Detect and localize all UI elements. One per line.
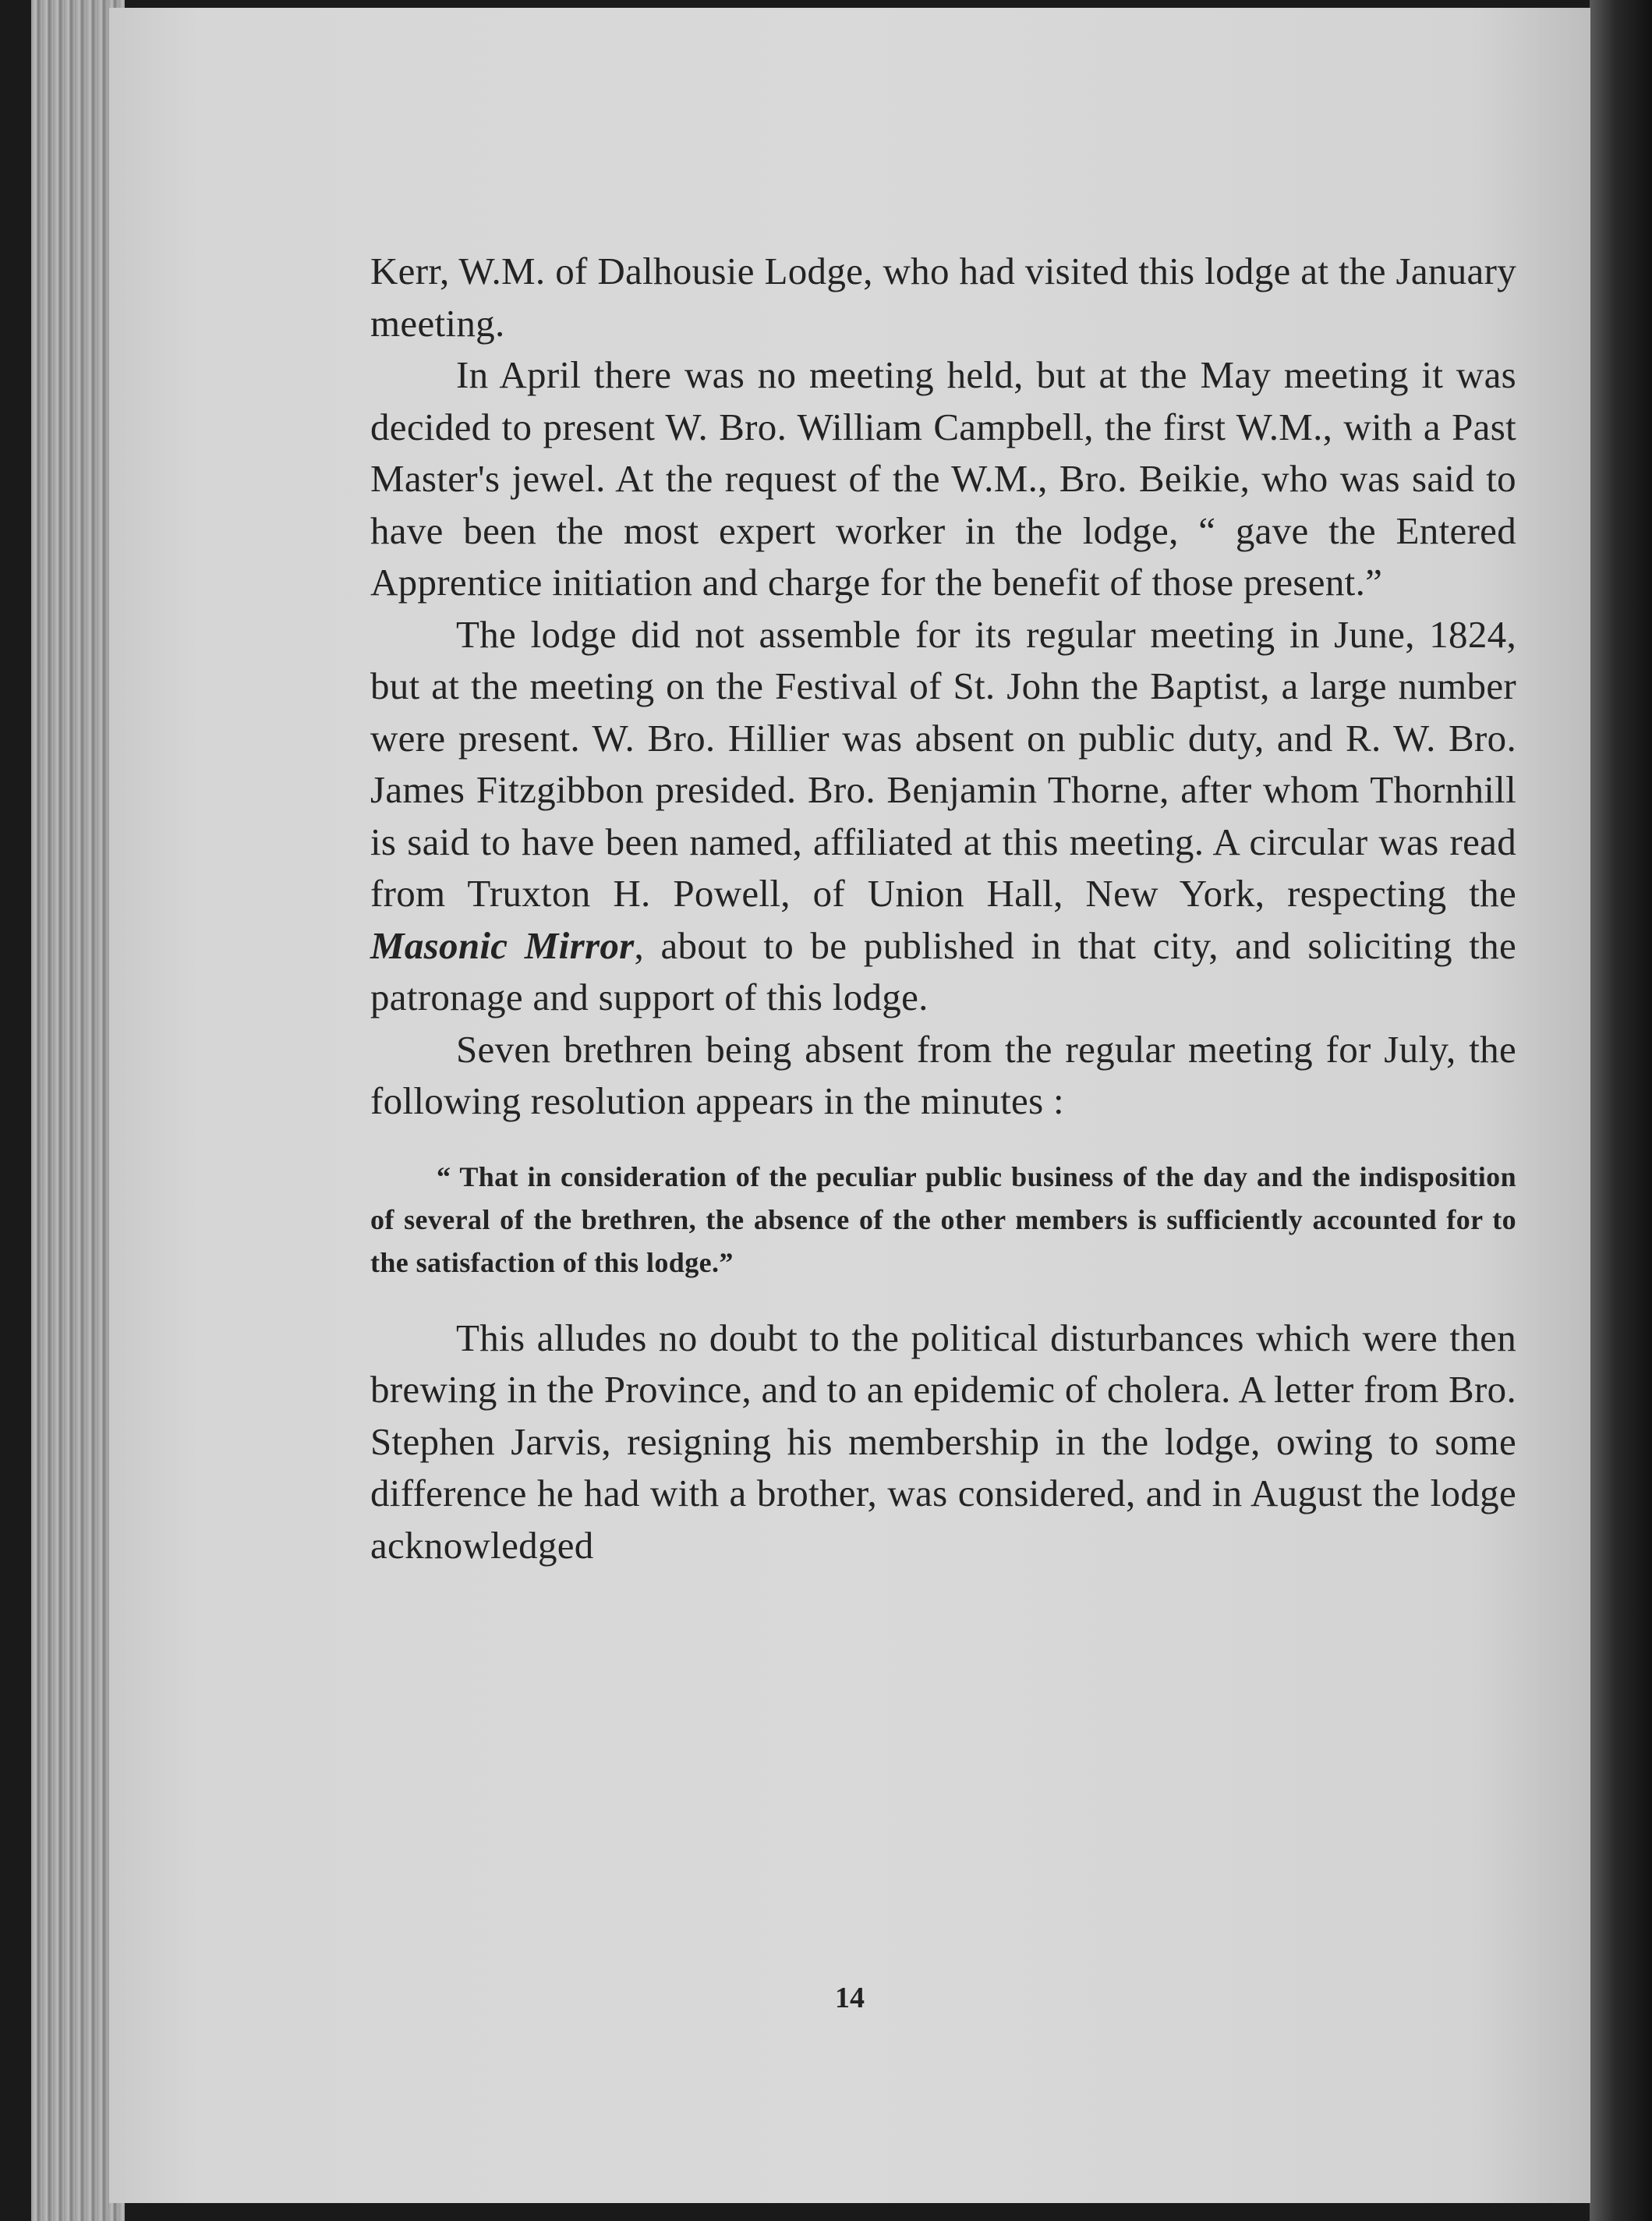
book-gutter-shadow [1590, 0, 1652, 2221]
masonic-mirror-title: Masonic Mirror [370, 923, 635, 967]
paragraph-2: In April there was no meeting held, but at the May meeting it was decided to present W. Bro. William Campbell, the first W.M., with a Past Master's jewel. At the request of the W.M., Bro. Beikie, who was said to have been the most expert worker in the lodge, “ gave the Entered Apprentice initiation and charge for the benefit of those present.” [370, 353, 1516, 604]
book-page [109, 8, 1590, 2203]
paragraph-4: Seven brethren being absent from the regular meeting for July, the following resolution appears in the minutes : [370, 1027, 1516, 1122]
paragraph-1: Kerr, W.M. of Dalhousie Lodge, who had visited this lodge at the January meeting. [370, 250, 1516, 345]
paragraph-3 [370, 609, 1516, 1024]
body-text [370, 246, 1516, 1571]
paragraph-3-text-after: , about to be published in that city, and soliciting the patronage and support of this lodge. [370, 923, 1516, 1018]
page-number: 14 [835, 1982, 865, 2014]
paragraph-3-text-before: The lodge did not assemble for its regular meeting in June, 1824, but at the meeting on the Festival of St. John the Baptist, a large number were present. W. Bro. Hillier was absent on public duty, and R. W. Bro. James Fitzgibbon presided. Bro. Benjamin Thorne, after whom Thornhill is said to have been named, affiliated at this meeting. A circular was read from Truxton H. Powell, of Union Hall, New York, respecting the [370, 612, 1516, 915]
paragraph-5: This alludes no doubt to the political disturbances which were then brewing in the Province, and to an epidemic of cholera. A letter from Bro. Stephen Jarvis, resigning his membership in the lodge, owing to some difference he had with a brother, was considered, and in August the lodge acknowledged [370, 1316, 1516, 1567]
resolution-quote: “ That in consideration of the peculiar public business of the day and the indisposition of several of the brethren, the absence of the other members is sufficiently accounted for to the satisfaction of this lodge.” [370, 1160, 1516, 1278]
